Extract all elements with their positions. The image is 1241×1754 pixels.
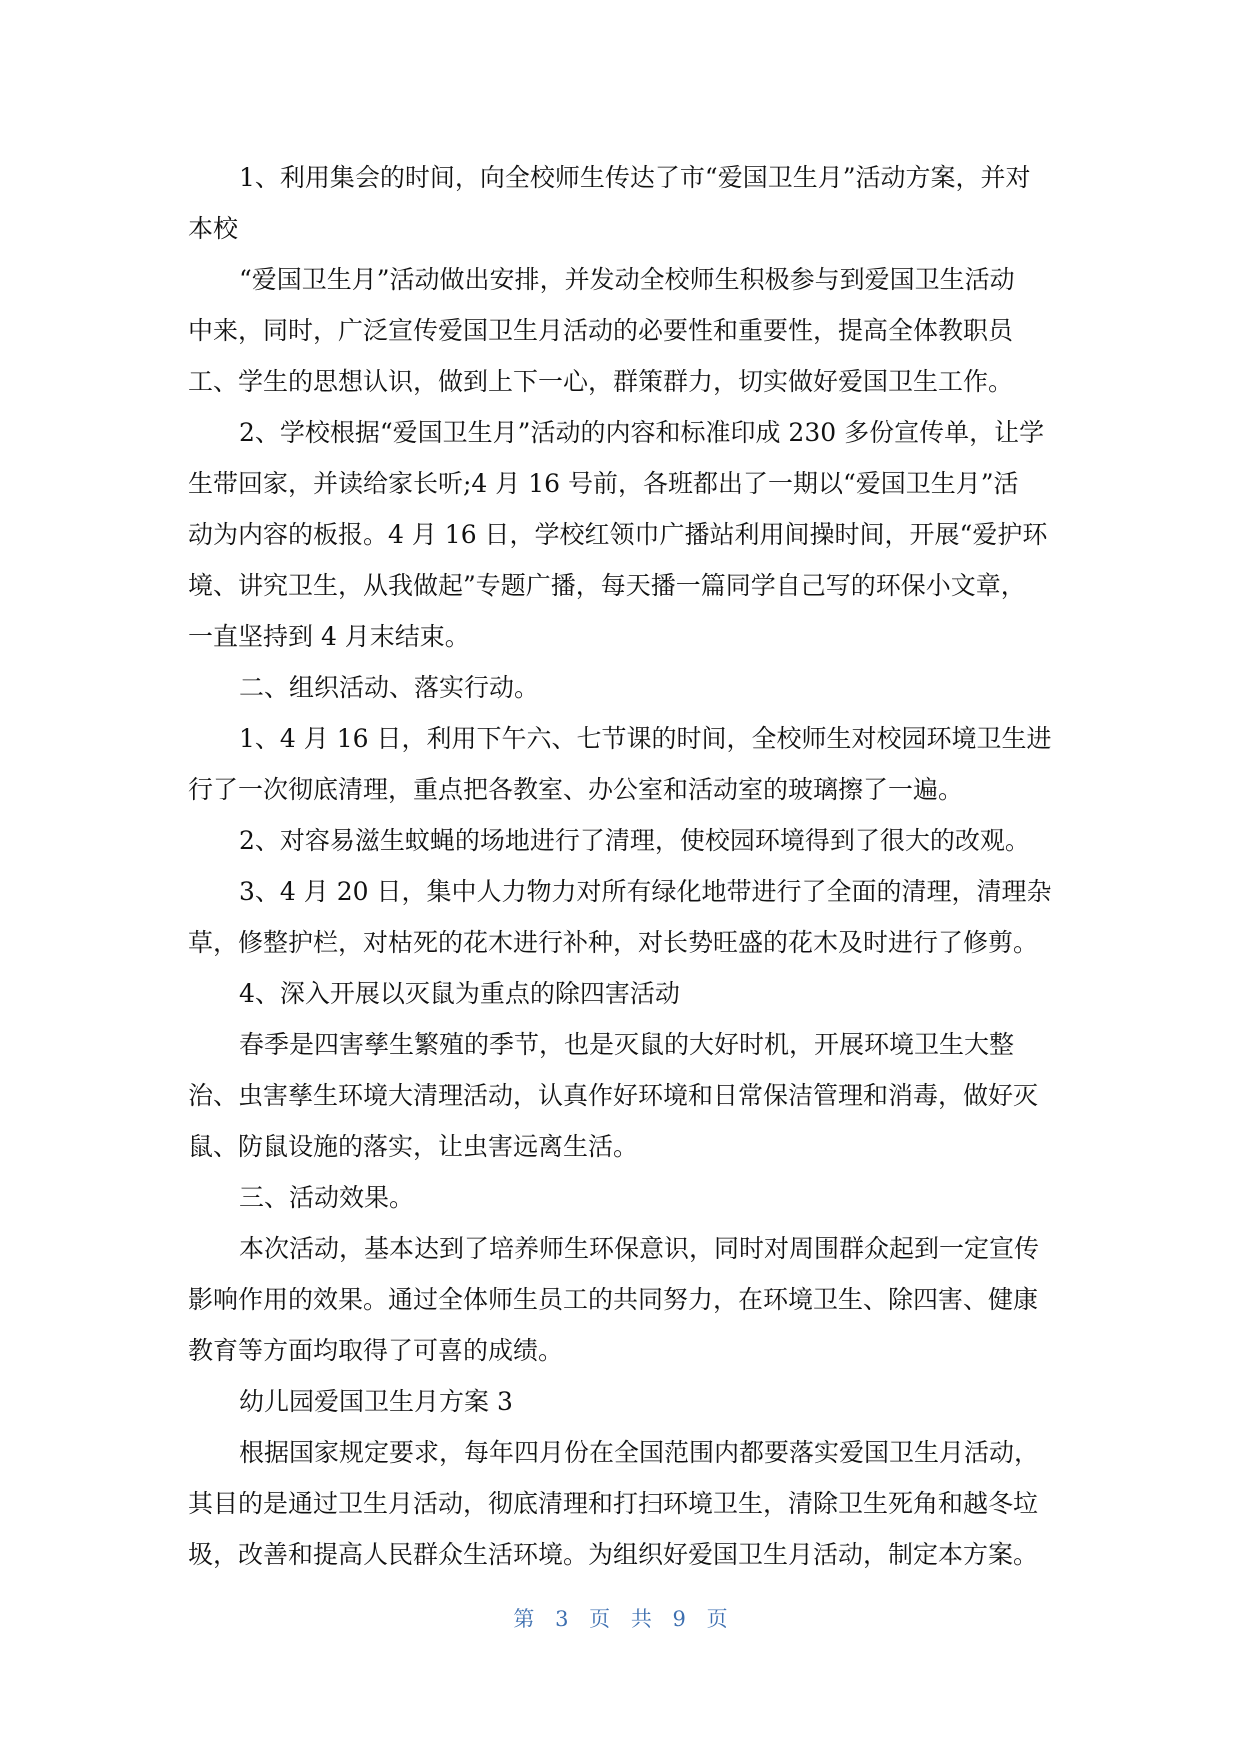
footer-prefix: 第	[513, 1607, 535, 1631]
text-line: 根据国家规定要求，每年四月份在全国范围内都要落实爱国卫生月活动，	[239, 1438, 1040, 1467]
text-line: 工、学生的思想认识，做到上下一心，群策群力，切实做好爱国卫生工作。	[188, 367, 1014, 396]
text-line: 动为内容的板报。4 月 16 日，学校红领巾广播站利用间操时间，开展“爱护环	[188, 520, 1048, 549]
text-line: 草，修整护栏，对枯死的花木进行补种，对长势旺盛的花木及时进行了修剪。	[188, 928, 1039, 957]
document-body	[188, 152, 1060, 1580]
text-line: 三、活动效果。	[239, 1183, 415, 1212]
text-line: 鼠、防鼠设施的落实，让虫害远离生活。	[188, 1132, 639, 1161]
text-line: 行了一次彻底清理，重点把各教室、办公室和活动室的玻璃擦了一遍。	[188, 775, 964, 804]
footer-current-page: 3	[555, 1607, 569, 1631]
text-line: 影响作用的效果。通过全体师生员工的共同努力，在环境卫生、除四害、健康	[188, 1285, 1039, 1314]
text-line: 1、利用集会的时间，向全校师生传达了市“爱国卫生月”活动方案，并对	[239, 163, 1031, 192]
text-line: 二、组织活动、落实行动。	[239, 673, 540, 702]
text-line: 3、4 月 20 日，集中人力物力对所有绿化地带进行了全面的清理，清理杂	[239, 877, 1052, 906]
footer-suffix: 页	[706, 1607, 728, 1631]
text-line: 2、对容易滋生蚊蝇的场地进行了清理，使校园环境得到了很大的改观。	[239, 826, 1030, 855]
footer-total-pages: 9	[672, 1607, 686, 1631]
text-line: 治、虫害孳生环境大清理活动，认真作好环境和日常保洁管理和消毒，做好灭	[188, 1081, 1039, 1110]
text-line: 一直坚持到 4 月末结束。	[188, 622, 470, 651]
text-line: 中来，同时，广泛宣传爱国卫生月活动的必要性和重要性，提高全体教职员	[188, 316, 1014, 345]
text-line: 4、深入开展以灭鼠为重点的除四害活动	[239, 979, 680, 1008]
footer-middle: 页 共	[589, 1607, 652, 1631]
text-line: 其目的是通过卫生月活动，彻底清理和打扫环境卫生，清除卫生死角和越冬垃	[188, 1489, 1039, 1518]
text-line: 生带回家，并读给家长听;4 月 16 号前，各班都出了一期以“爱国卫生月”活	[188, 469, 1019, 498]
page-footer	[0, 1604, 1241, 1634]
text-line: 本校	[188, 214, 239, 243]
text-line: 教育等方面均取得了可喜的成绩。	[188, 1336, 564, 1365]
text-line: 幼儿园爱国卫生月方案 3	[239, 1387, 513, 1416]
text-line: 圾，改善和提高人民群众生活环境。为组织好爱国卫生月活动，制定本方案。	[188, 1540, 1039, 1569]
text-line: “爱国卫生月”活动做出安排，并发动全校师生积极参与到爱国卫生活动	[239, 265, 1015, 294]
text-line: 本次活动，基本达到了培养师生环保意识，同时对周围群众起到一定宣传	[239, 1234, 1040, 1263]
text-line: 2、学校根据“爱国卫生月”活动的内容和标准印成 230 多份宣传单，让学	[239, 418, 1045, 447]
text-line: 境、讲究卫生，从我做起”专题广播，每天播一篇同学自己写的环保小文章，	[188, 571, 1026, 600]
text-line: 1、4 月 16 日，利用下午六、七节课的时间，全校师生对校园环境卫生进	[239, 724, 1052, 753]
text-line: 春季是四害孳生繁殖的季节，也是灭鼠的大好时机，开展环境卫生大整	[239, 1030, 1015, 1059]
